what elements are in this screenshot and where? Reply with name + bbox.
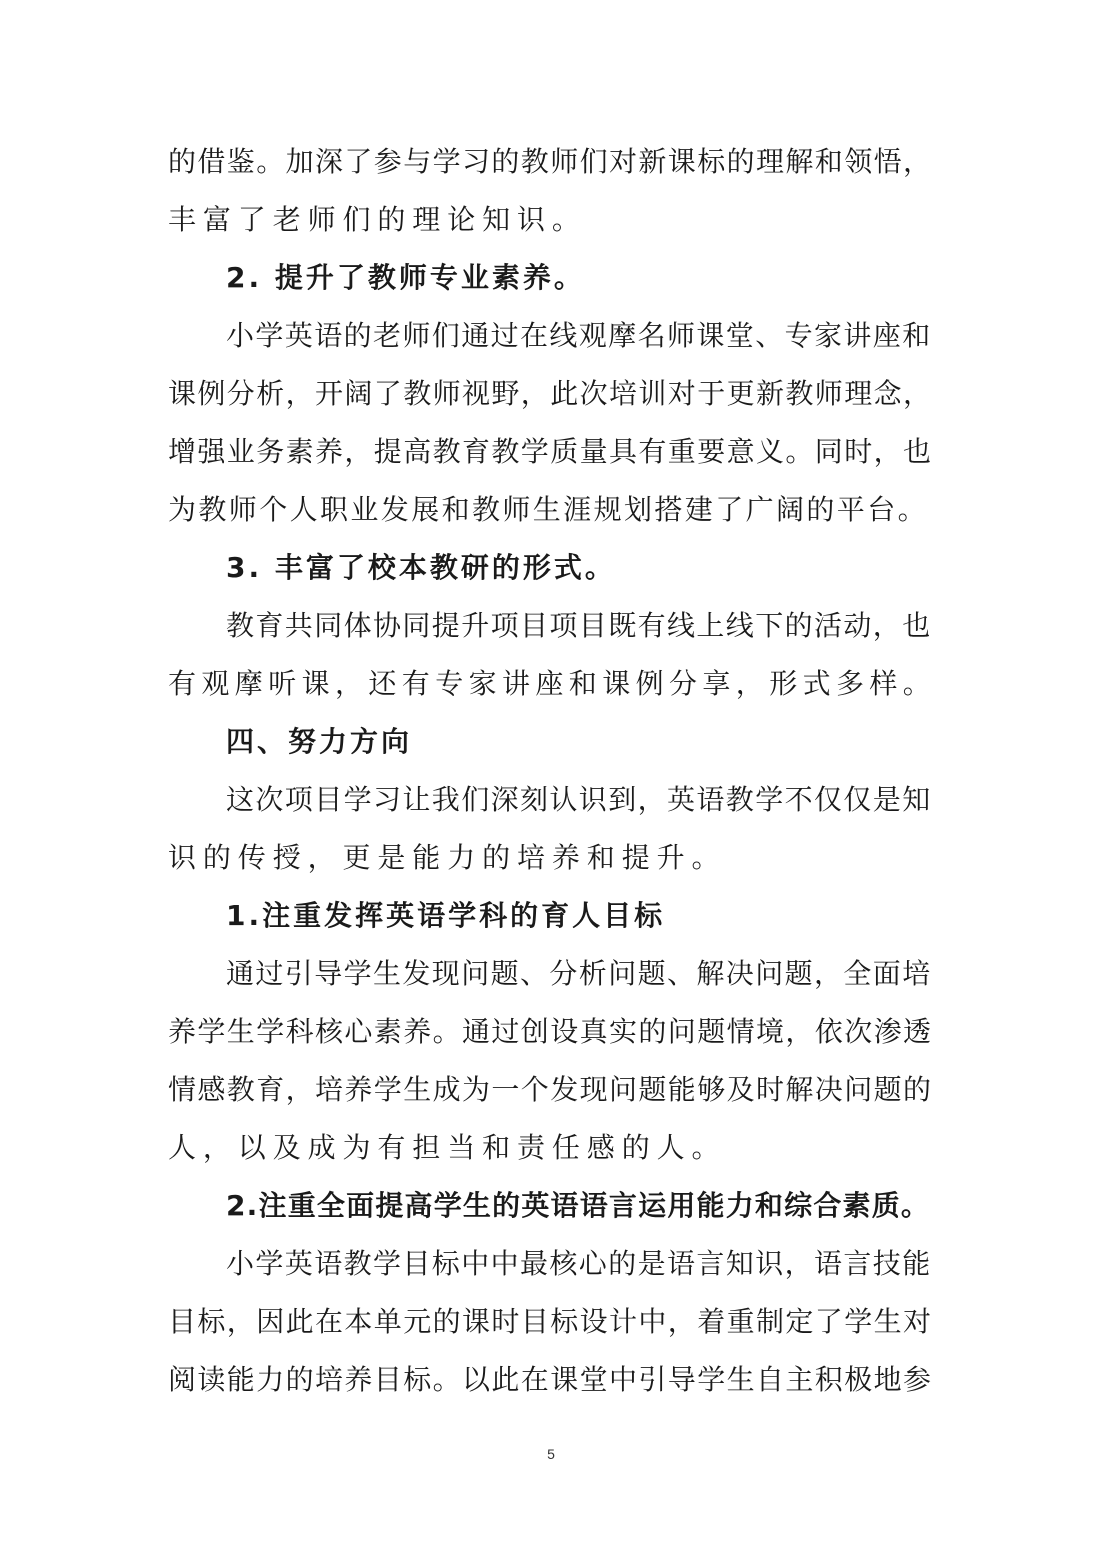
body-text-line: 的借鉴。加深了参与学习的教师们对新课标的理解和领悟， <box>168 145 933 178</box>
body-text-line: 小学英语的老师们通过在线观摩名师课堂、专家讲座和 <box>226 319 932 352</box>
section-heading: 1.注重发挥英语学科的育人目标 <box>226 899 666 932</box>
body-text-line: 养学生学科核心素养。通过创设真实的问题情境，依次渗透 <box>168 1015 933 1048</box>
section-heading: 2. 提升了教师专业素养。 <box>226 261 585 294</box>
body-text-line: 教育共同体协同提升项目项目既有线上线下的活动，也 <box>226 609 932 642</box>
body-text-line: 阅读能力的培养目标。以此在课堂中引导学生自主积极地参 <box>168 1363 933 1396</box>
body-text-line: 这次项目学习让我们深刻认识到，英语教学不仅仅是知 <box>226 783 932 816</box>
body-text-line: 丰富了老师们的理论知识。 <box>168 203 587 236</box>
body-text-line: 有观摩听课，还有专家讲座和课例分享，形式多样。 <box>168 667 937 700</box>
body-text-line: 为教师个人职业发展和教师生涯规划搭建了广阔的平台。 <box>168 493 929 526</box>
body-text-line: 情感教育，培养学生成为一个发现问题能够及时解决问题的 <box>168 1073 933 1106</box>
section-heading: 3. 丰富了校本教研的形式。 <box>226 551 616 584</box>
page-number: 5 <box>547 1446 555 1462</box>
body-text-line: 目标，因此在本单元的课时目标设计中，着重制定了学生对 <box>168 1305 933 1338</box>
body-text-line: 小学英语教学目标中中最核心的是语言知识，语言技能 <box>226 1247 932 1280</box>
section-heading: 四、努力方向 <box>226 725 413 758</box>
body-text-line: 增强业务素养，提高教育教学质量具有重要意义。同时，也 <box>168 435 933 468</box>
body-text-line: 识的传授，更是能力的培养和提升。 <box>168 841 727 874</box>
body-text-line: 课例分析，开阔了教师视野，此次培训对于更新教师理念， <box>168 377 933 410</box>
section-heading: 2.注重全面提高学生的英语语言运用能力和综合素质。 <box>226 1189 931 1222</box>
body-text-line: 人，以及成为有担当和责任感的人。 <box>168 1131 727 1164</box>
body-text-line: 通过引导学生发现问题、分析问题、解决问题，全面培 <box>226 957 932 990</box>
